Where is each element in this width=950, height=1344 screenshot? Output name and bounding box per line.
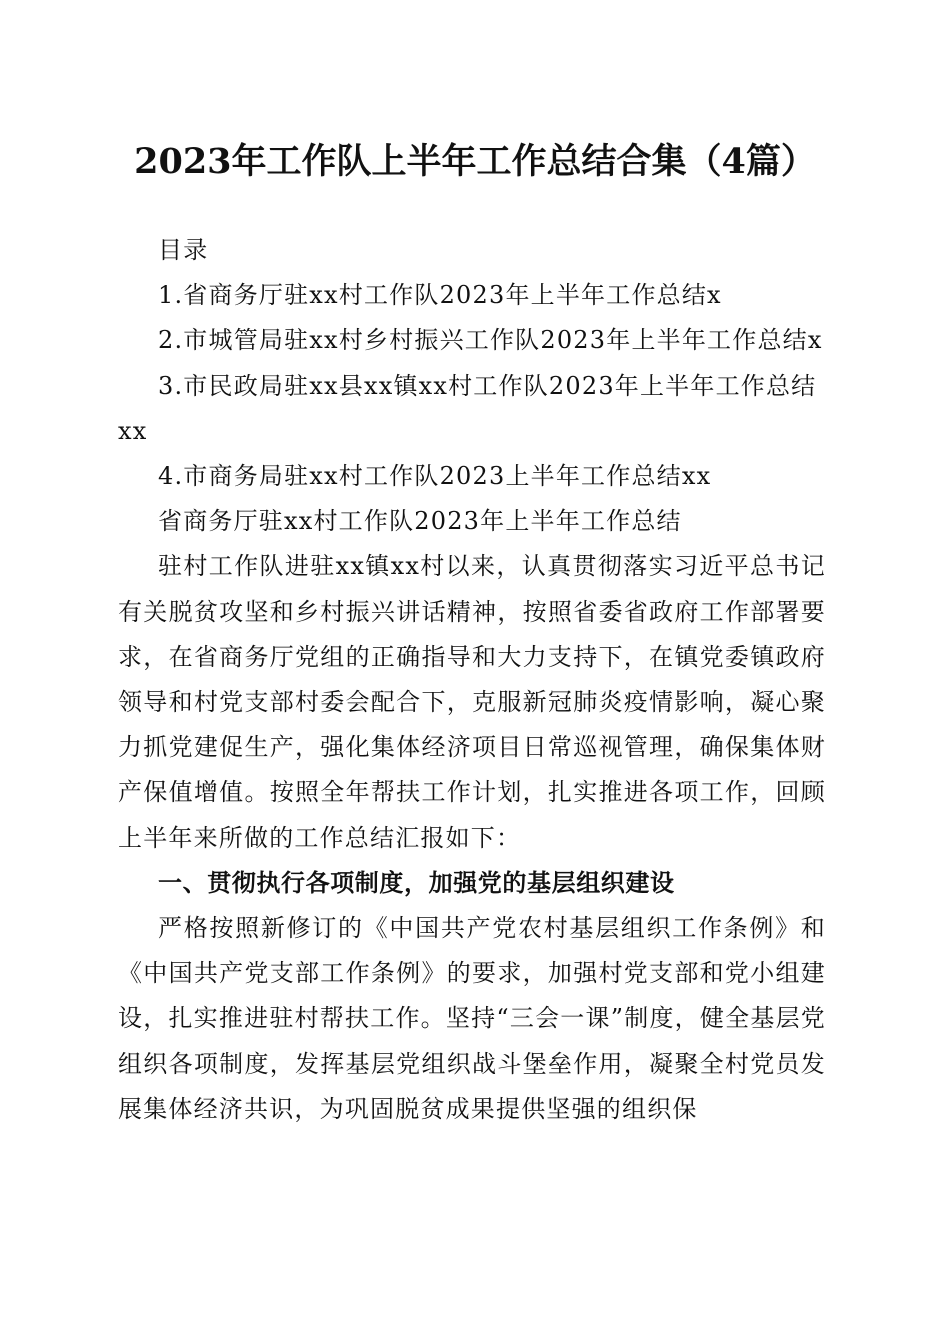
- toc-heading: 目录: [158, 236, 209, 264]
- toc-item-2: 2.市城管局驻xx村乡村振兴工作队2023年上半年工作总结x: [158, 326, 823, 355]
- toc-item-1: 1.省商务厅驻xx村工作队2023年上半年工作总结x: [158, 281, 722, 310]
- section-1-heading: 一、贯彻执行各项制度，加强党的基层组织建设: [158, 868, 675, 897]
- intro-paragraph: 驻村工作队进驻xx镇xx村以来，认真贯彻落实习近平总书记有关脱贫攻坚和乡村振兴讲话精神，按照省委省政府工作部署要求，在省商务厅党组的正确指导和大力支持下，在镇党委镇政府领导和村党支部村委会配合下，克服新冠肺炎疫情影响，凝心聚力抓党建促生产，强化集体经济项目日常巡视管理，确保集体财产保值增值。按照全年帮扶工作计划，扎实推进各项工作，回顾上半年来所做的工作总结汇报如下：: [118, 552, 826, 852]
- toc-item-3: 3.市民政局驻xx县xx镇xx村工作队2023年上半年工作总结xx: [118, 371, 817, 445]
- section-1-paragraph: 严格按照新修订的《中国共产党农村基层组织工作条例》和《中国共产党支部工作条例》的要求，加强村党支部和党小组建设，扎实推进驻村帮扶工作。坚持“三会一课”制度，健全基层党组织各项制度，发挥基层党组织战斗堡垒作用，凝聚全村党员发展集体经济共识，为巩固脱贫成果提供坚强的组织保: [118, 914, 826, 1123]
- document-title: 2023年工作队上半年工作总结合集（4篇）: [134, 141, 816, 182]
- toc-item-4: 4.市商务局驻xx村工作队2023上半年工作总结xx: [158, 462, 712, 491]
- article-title: 省商务厅驻xx村工作队2023年上半年工作总结: [158, 507, 682, 536]
- document-body: [118, 228, 826, 1132]
